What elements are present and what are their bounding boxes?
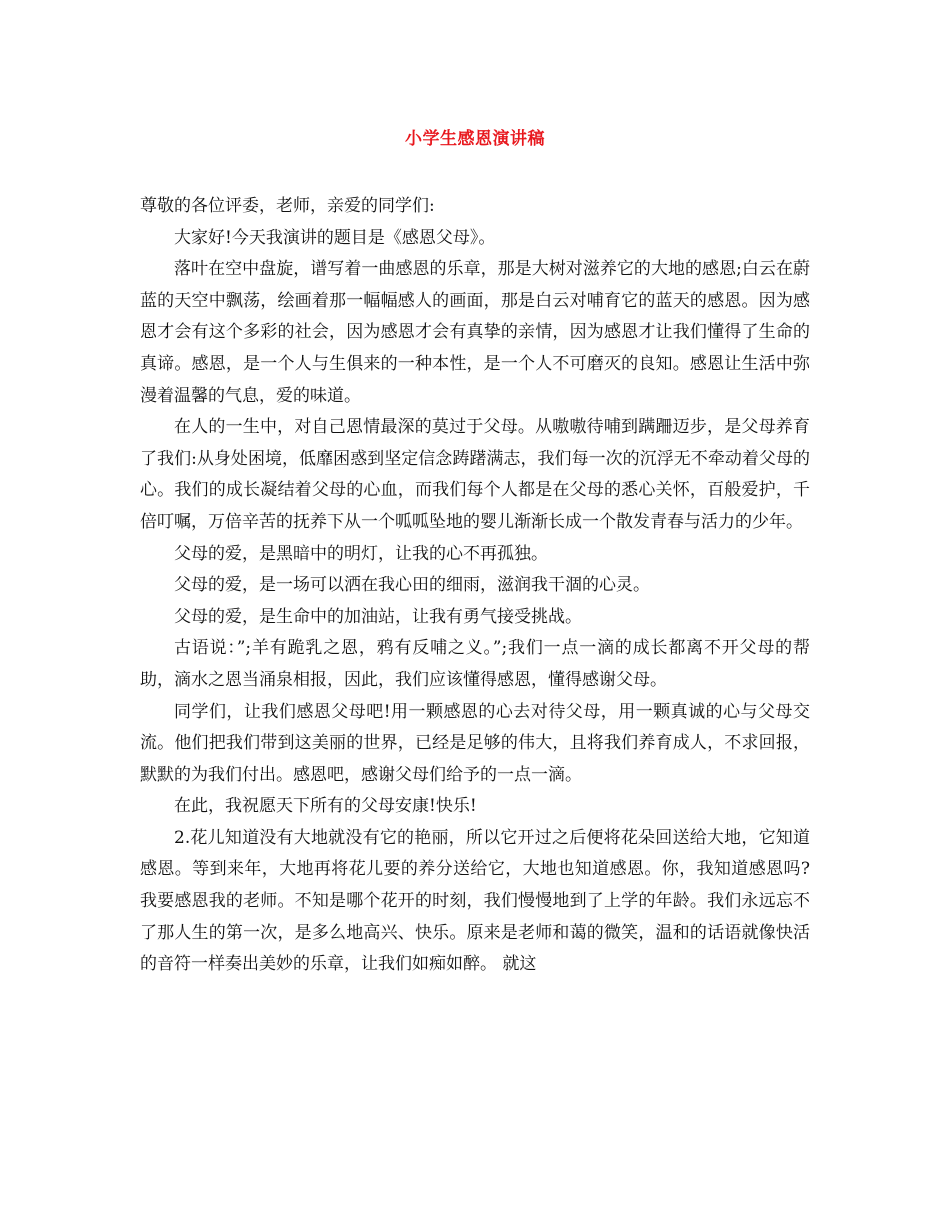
paragraph-call-to-action: 同学们，让我们感恩父母吧!用一颗感恩的心去对待父母，用一颗真诚的心与父母交流。他们把我们带到这美丽的世界，已经是足够的伟大，且将我们养育成人，不求回报，默默的为我们付出。感恩吧，感谢父母们给予的一点一滴。 bbox=[140, 701, 810, 785]
paragraph-greeting: 大家好!今天我演讲的题目是《感恩父母》。 bbox=[174, 227, 496, 248]
paragraph-proverb: 古语说：”;羊有跪乳之恩，鸦有反哺之义。”;我们一点一滴的成长都离不开父母的帮助，滴水之恩当涌泉相报，因此，我们应该懂得感恩，懂得感谢父母。 bbox=[140, 638, 810, 690]
paragraph-parents-love-station: 父母的爱，是生命中的加油站，让我有勇气接受挑战。 bbox=[174, 606, 582, 627]
document-title: 小学生感恩演讲稿 bbox=[405, 129, 545, 149]
document-body bbox=[140, 191, 810, 981]
paragraph-parents-love-lamp: 父母的爱，是黑暗中的明灯，让我的心不再孤独。 bbox=[174, 543, 548, 564]
salutation: 尊敬的各位评委，老师，亲爱的同学们: bbox=[140, 196, 435, 216]
paragraph-blessing: 在此，我祝愿天下所有的父母安康!快乐! bbox=[174, 796, 477, 817]
paragraph-nature-gratitude: 落叶在空中盘旋，谱写着一曲感恩的乐章，那是大树对滋养它的大地的感恩;白云在蔚蓝的天空中飘荡，绘画着那一幅幅感人的画面，那是白云对哺育它的蓝天的感恩。因为感恩才会有这个多彩的社会，因为感恩才会有真挚的亲情，因为感恩才让我们懂得了生命的真谛。感恩，是一个人与生俱来的一种本性，是一个人不可磨灭的良知。感恩让生活中弥漫着温馨的气息，爱的味道。 bbox=[140, 259, 810, 406]
paragraph-second-speech: 2.花儿知道没有大地就没有它的艳丽，所以它开过之后便将花朵回送给大地，它知道感恩。等到来年，大地再将花儿要的养分送给它，大地也知道感恩。你，我知道感恩吗? 我要感恩我的老师。不知是哪个花开的时刻，我们慢慢地到了上学的年龄。我们永远忘不了那人生的第一次，是多么地高兴、快乐。原来是老师和蔼的微笑，温和的话语就像快活的音符一样奏出美妙的乐章，让我们如痴如醉。 就这 bbox=[140, 827, 810, 975]
paragraph-parents-love-rain: 父母的爱，是一场可以洒在我心田的细雨，滋润我干涸的心灵。 bbox=[174, 575, 650, 596]
paragraph-parents-upbringing: 在人的一生中，对自己恩情最深的莫过于父母。从嗷嗷待哺到蹒跚迈步，是父母养育了我们:从身处困境，低靡困惑到坚定信念踌躇满志，我们每一次的沉浮无不牵动着父母的心。我们的成长凝结着父母的心血，而我们每个人都是在父母的悉心关怀，百般爱护，千倍叮嘱，万倍辛苦的抚养下从一个呱呱坠地的婴儿渐渐长成一个散发青春与活力的少年。 bbox=[140, 417, 810, 532]
